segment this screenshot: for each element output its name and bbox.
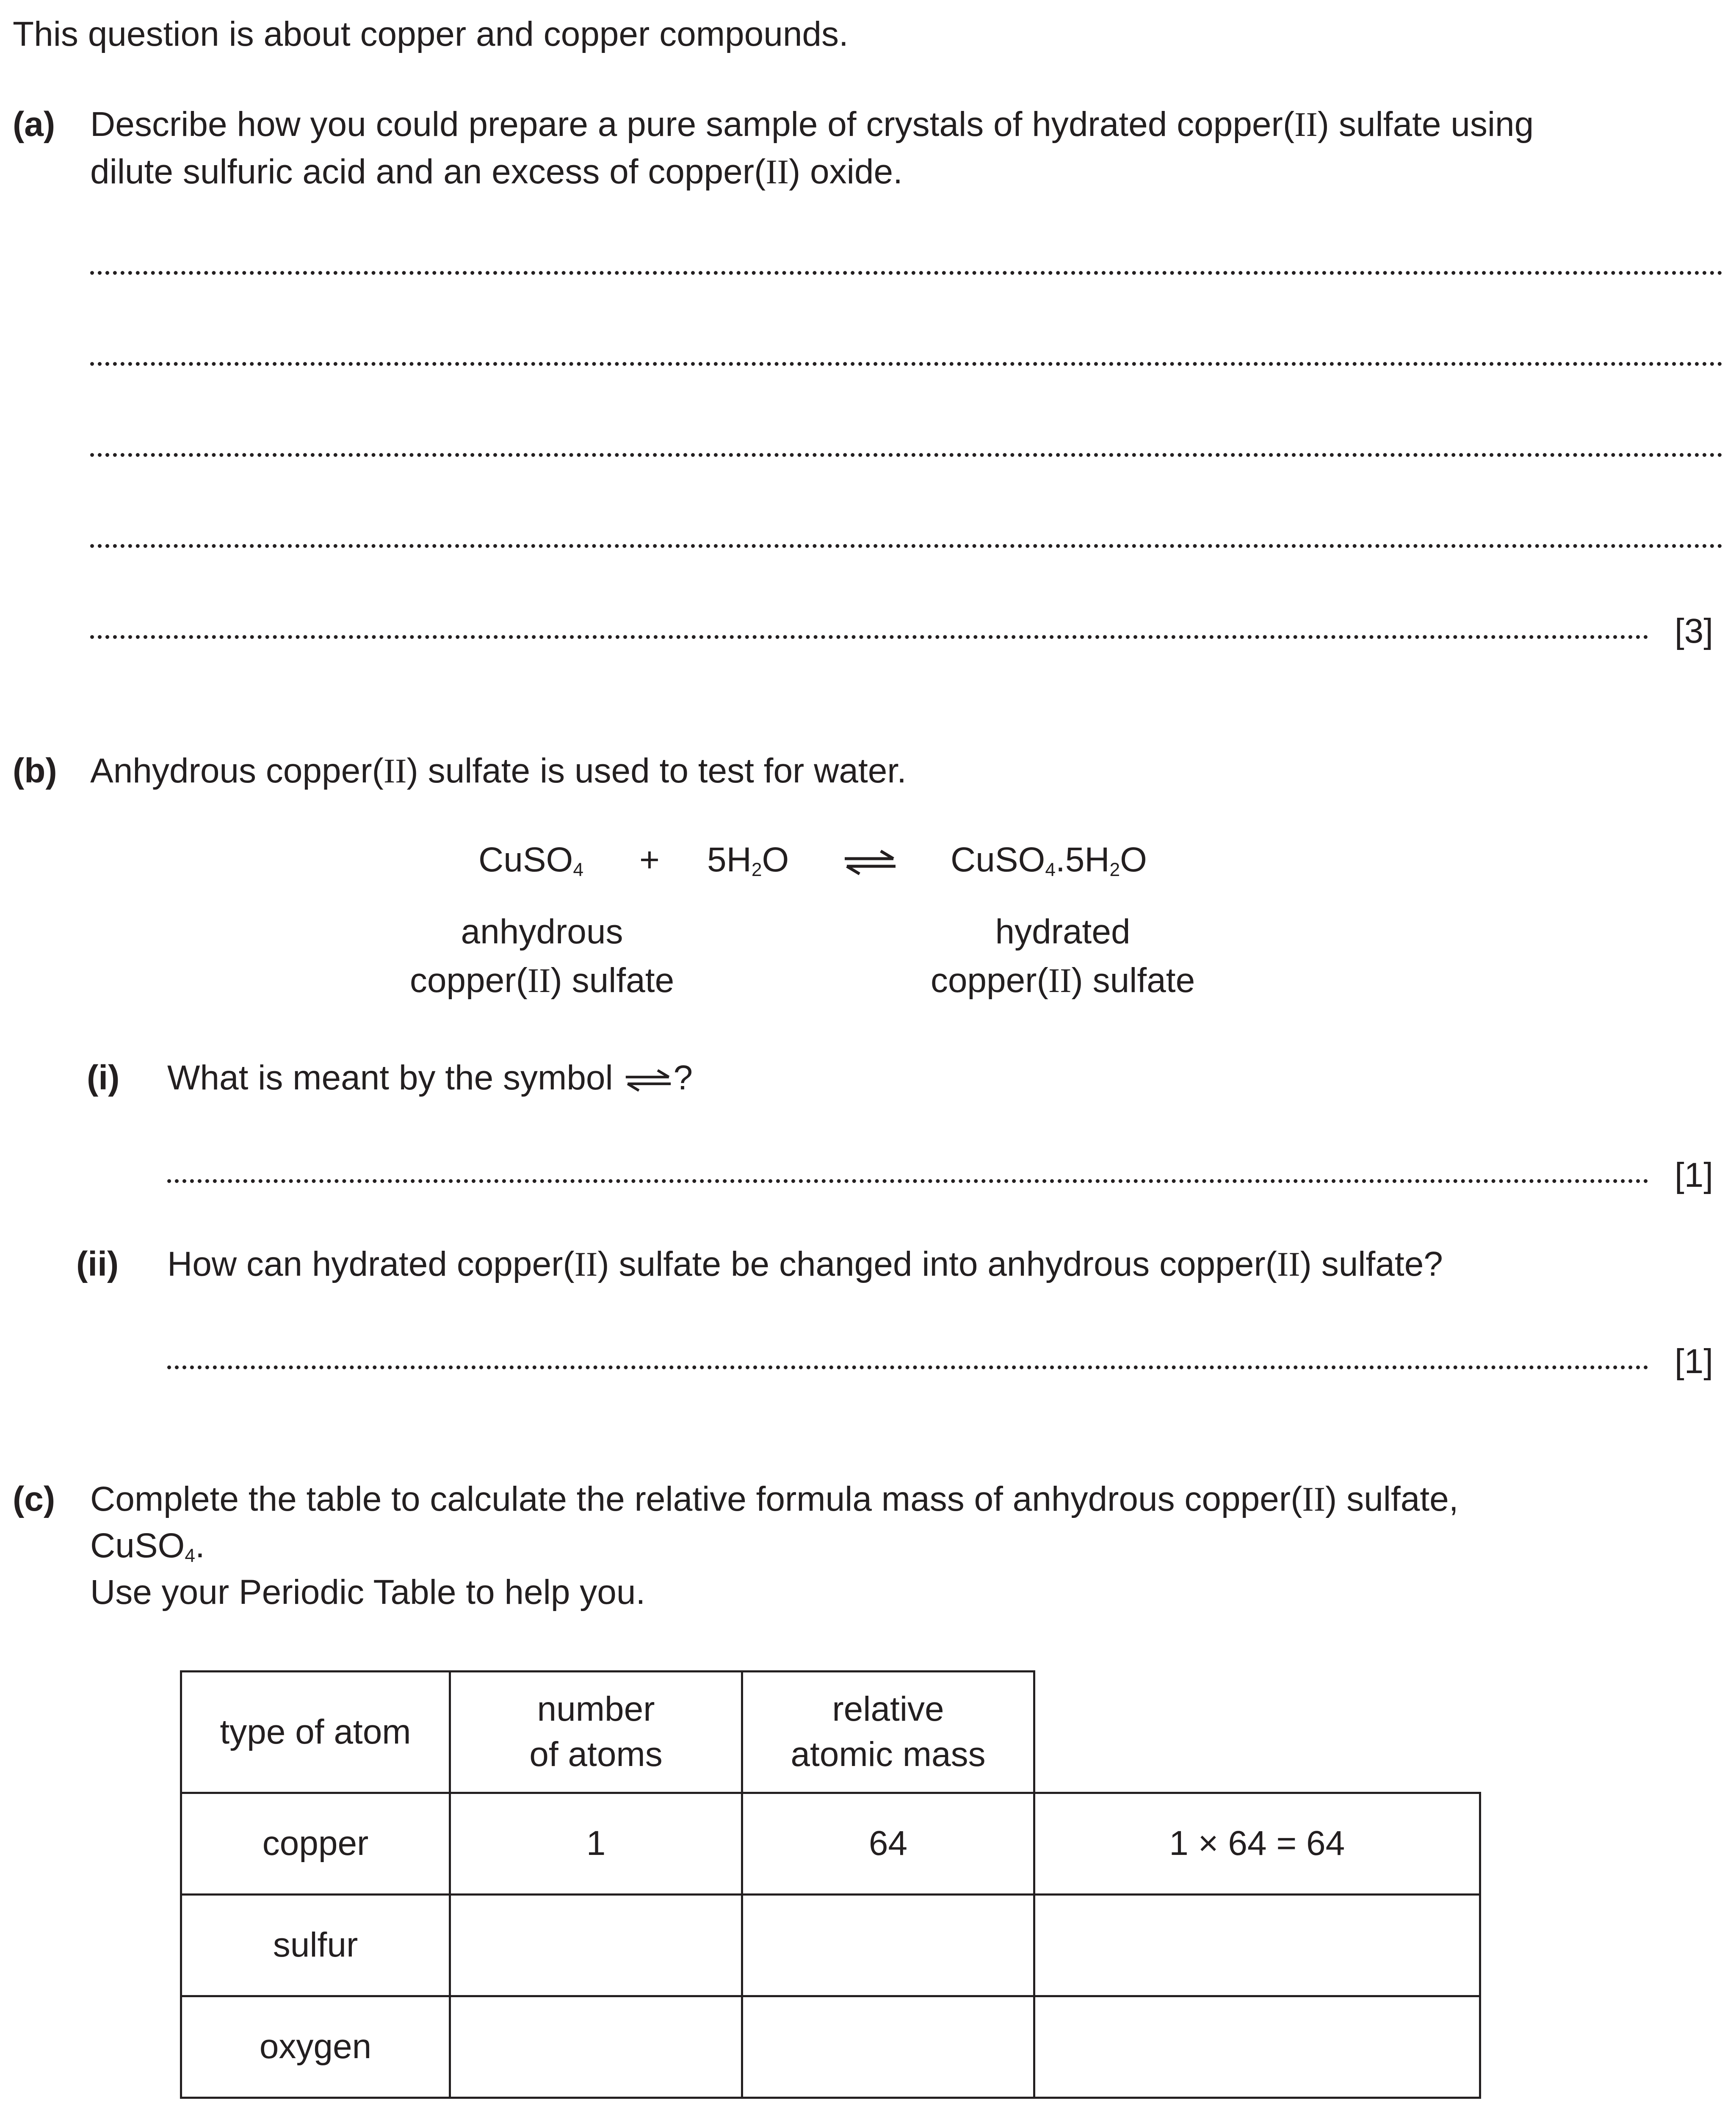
part-a-answer-line-5[interactable] bbox=[90, 635, 1648, 639]
part-b-label: (b) bbox=[13, 752, 57, 790]
part-a-text-line1: Describe how you could prepare a pure sample of crystals of hydrated copper(II) sulfate using bbox=[90, 105, 1534, 144]
table-row bbox=[181, 1895, 1480, 1996]
part-a-label: (a) bbox=[13, 105, 55, 144]
part-c-text-line3: Use your Periodic Table to help you. bbox=[90, 1573, 646, 1611]
cell-calc-sulfur[interactable] bbox=[1034, 1895, 1480, 1996]
equation-plus: + bbox=[639, 840, 660, 879]
equation-reactant-1: CuSO$_4$ bbox=[478, 840, 583, 881]
equilibrium-arrow-icon bbox=[843, 847, 898, 876]
part-b-ii-text: How can hydrated copper(II) sulfate be changed into anhydrous copper(II) sulfate? bbox=[167, 1245, 1443, 1283]
part-b-text: Anhydrous copper(II) sulfate is used to test for water. bbox=[90, 752, 907, 790]
part-a-answer-line-2[interactable] bbox=[90, 362, 1722, 366]
table-row bbox=[181, 1793, 1480, 1895]
equation-reactant-2: $5H_2O$ bbox=[707, 840, 789, 881]
cell-atom-copper: copper bbox=[181, 1793, 450, 1895]
part-a-answer-line-1[interactable] bbox=[90, 271, 1722, 275]
part-b-ii-label: (ii) bbox=[76, 1245, 119, 1283]
label-anhydrous: anhydrous bbox=[461, 912, 623, 951]
table-row bbox=[181, 1996, 1480, 2098]
cell-mass-oxygen[interactable] bbox=[742, 1996, 1034, 2098]
question-intro: This question is about copper and copper compounds. bbox=[13, 15, 849, 53]
part-b-i-text: What is meant by the symbol ? bbox=[167, 1058, 693, 1097]
header-number-of-atoms: number of atoms bbox=[450, 1672, 742, 1793]
part-c-label: (c) bbox=[13, 1480, 55, 1518]
part-b-ii-marks: [1] bbox=[1675, 1342, 1714, 1381]
part-b-i-label: (i) bbox=[87, 1058, 120, 1097]
equation-product: $CuSO_4.5H_2O$ bbox=[951, 840, 1147, 881]
part-a-answer-line-4[interactable] bbox=[90, 544, 1722, 548]
part-b-i-marks: [1] bbox=[1675, 1156, 1714, 1194]
cell-atom-oxygen: oxygen bbox=[181, 1996, 450, 2098]
part-c-text-line2: CuSO$_4$. bbox=[90, 1526, 205, 1567]
part-b-i-answer-line[interactable] bbox=[167, 1179, 1648, 1183]
part-a-text-line2: dilute sulfuric acid and an excess of copper(II) oxide. bbox=[90, 152, 903, 191]
cell-atom-sulfur: sulfur bbox=[181, 1895, 450, 1996]
cell-mass-copper: 64 bbox=[742, 1793, 1034, 1895]
header-relative-atomic-mass: relative atomic mass bbox=[742, 1672, 1034, 1793]
label-anhydrous-name: copper(II) sulfate bbox=[409, 961, 674, 1000]
cell-number-oxygen[interactable] bbox=[450, 1996, 742, 2098]
part-a-marks: [3] bbox=[1675, 612, 1714, 650]
part-c-text-line1: Complete the table to calculate the relative formula mass of anhydrous copper(II) sulfate, bbox=[90, 1480, 1459, 1518]
table-header-row bbox=[181, 1672, 1480, 1793]
label-hydrated-name: copper(II) sulfate bbox=[930, 961, 1195, 1000]
cell-calc-copper: 1 × 64 = 64 bbox=[1034, 1793, 1480, 1895]
cell-number-copper: 1 bbox=[450, 1793, 742, 1895]
cell-number-sulfur[interactable] bbox=[450, 1895, 742, 1996]
part-b-ii-answer-line[interactable] bbox=[167, 1365, 1648, 1369]
cell-calc-oxygen[interactable] bbox=[1034, 1996, 1480, 2098]
cell-mass-sulfur[interactable] bbox=[742, 1895, 1034, 1996]
header-type-of-atom: type of atom bbox=[181, 1672, 450, 1793]
header-blank bbox=[1034, 1672, 1480, 1793]
equilibrium-symbol-icon bbox=[623, 1067, 674, 1093]
label-hydrated: hydrated bbox=[995, 912, 1131, 951]
relative-mass-table bbox=[180, 1670, 1481, 2099]
part-a-answer-line-3[interactable] bbox=[90, 453, 1722, 457]
